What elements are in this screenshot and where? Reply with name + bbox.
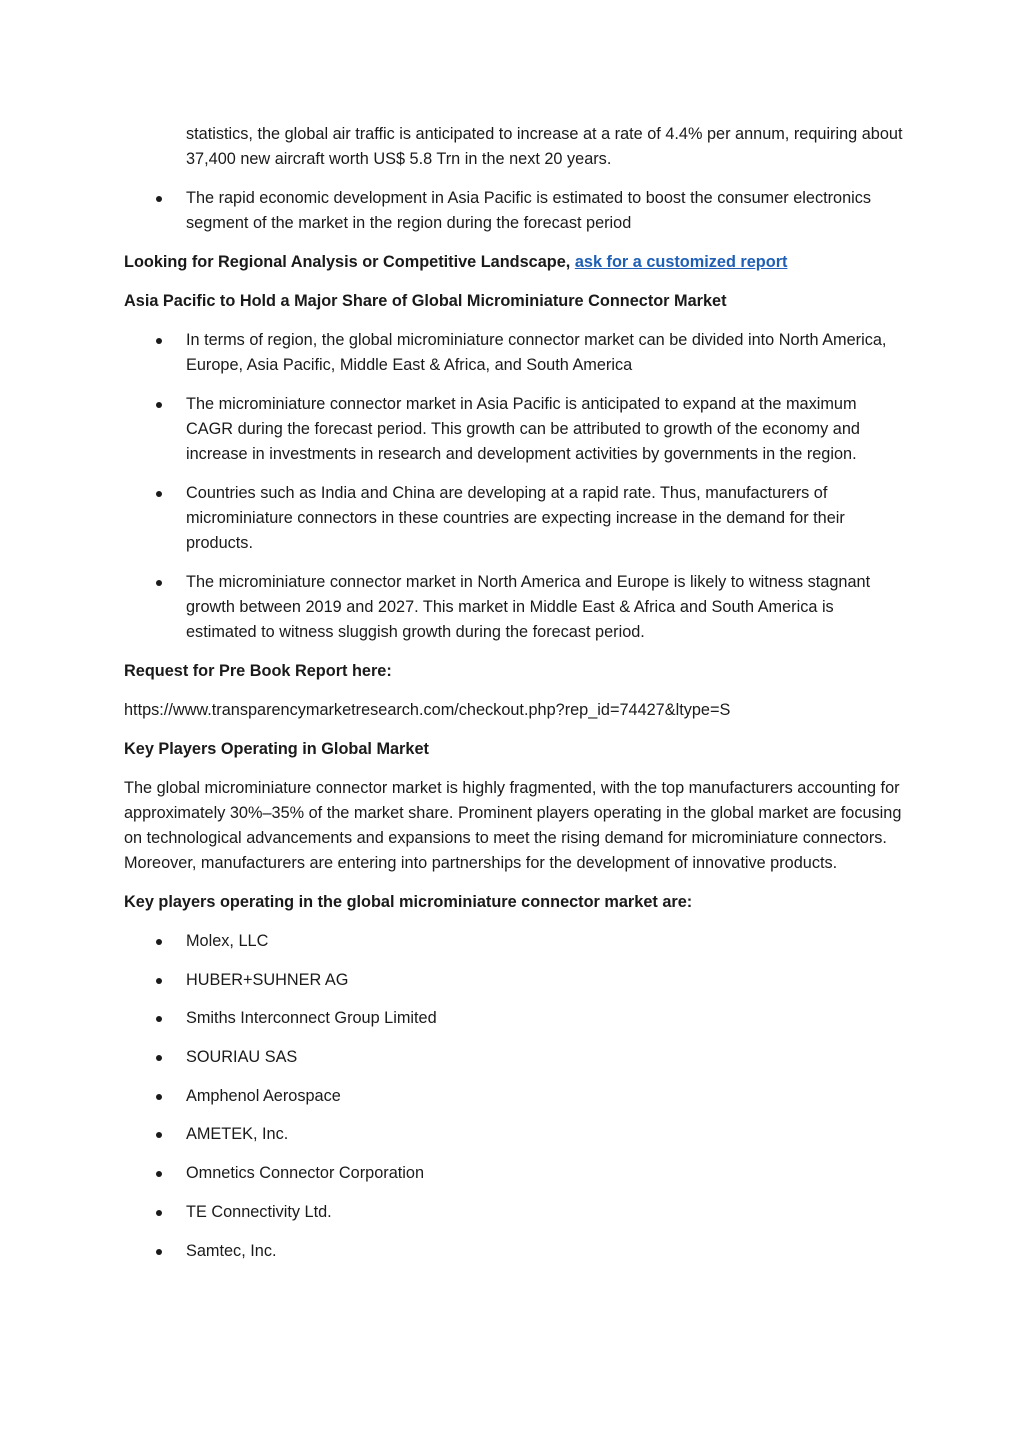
bullet-icon <box>156 338 162 344</box>
player-name: Molex, LLC <box>186 932 269 950</box>
bullet-icon <box>156 978 162 984</box>
asia-bullet-list <box>124 328 904 645</box>
bullet-icon <box>156 1055 162 1061</box>
bullet-icon <box>156 491 162 497</box>
list-item <box>124 481 904 556</box>
list-item <box>124 929 904 954</box>
player-name: Amphenol Aerospace <box>186 1086 341 1105</box>
bullet-icon <box>156 196 162 202</box>
list-item <box>124 328 904 378</box>
player-name: AMETEK, Inc. <box>186 1125 289 1144</box>
asia-pacific-heading: Asia Pacific to Hold a Major Share of Global Microminiature Connector Market <box>124 292 727 310</box>
list-item-text: The microminiature connector market in Asia Pacific is anticipated to expand at the maximum CAGR during the forecast period. This growth can be attributed to growth of the economy and increase in investments in research and development activities by governments in the region. <box>186 395 860 463</box>
prebook-url: https://www.transparencymarketresearch.com/checkout.php?rep_id=74427&ltype=S <box>124 701 731 719</box>
regional-cta <box>124 250 904 275</box>
key-players-heading: Key Players Operating in Global Market <box>124 740 429 758</box>
list-item <box>124 1161 904 1186</box>
key-players-paragraph: The global microminiature connector market is highly fragmented, with the top manufacturers accounting for approximately 30%–35% of the market share. Prominent players operating in the global market are focusing on technological advancements and expansions to meet the rising demand for microminiature connectors. Moreover, manufacturers are entering into partnerships for the development of innovative products. <box>124 779 902 872</box>
prebook-heading: Request for Pre Book Report here: <box>124 662 392 680</box>
list-item <box>124 1084 904 1109</box>
bullet-icon <box>156 939 162 945</box>
player-name: Samtec, Inc. <box>186 1241 277 1260</box>
bullet-icon <box>156 580 162 586</box>
player-name: SOURIAU SAS <box>186 1048 298 1067</box>
list-item <box>124 570 904 645</box>
list-item-text: In terms of region, the global microminiature connector market can be divided into North America, Europe, Asia Pacific, Middle East & Africa, and South America <box>186 331 887 374</box>
list-item <box>124 1006 904 1031</box>
player-name: Omnetics Connector Corporation <box>186 1164 424 1183</box>
list-item <box>124 186 904 236</box>
list-item <box>124 1239 904 1264</box>
list-item <box>124 392 904 467</box>
list-item <box>124 1122 904 1147</box>
bullet-icon <box>156 1094 162 1100</box>
list-item <box>124 968 904 993</box>
list-item-text: Countries such as India and China are developing at a rapid rate. Thus, manufacturers of microminiature connectors in these countries are expecting increase in the demand for their products. <box>186 484 845 552</box>
bullet-icon <box>156 1171 162 1177</box>
intro-continuation-text: statistics, the global air traffic is anticipated to increase at a rate of 4.4% per annum, requiring about 37,400 new aircraft worth US$ 5.8 Trn in the next 20 years. <box>186 125 903 168</box>
customized-report-link[interactable]: ask for a customized report <box>574 253 788 271</box>
bullet-icon <box>156 402 162 408</box>
list-item <box>124 1045 904 1070</box>
list-item <box>124 1200 904 1225</box>
intro-bullet-list <box>124 186 904 236</box>
player-name: HUBER+SUHNER AG <box>186 970 349 989</box>
players-list-heading: Key players operating in the global microminiature connector market are: <box>124 893 693 911</box>
bullet-icon <box>156 1132 162 1138</box>
bullet-icon <box>156 1249 162 1255</box>
bullet-icon <box>156 1210 162 1216</box>
player-name: Smiths Interconnect Group Limited <box>186 1009 437 1028</box>
document-page <box>124 122 904 1277</box>
players-list <box>124 929 904 1264</box>
player-name: TE Connectivity Ltd. <box>186 1202 332 1221</box>
list-item-text: The rapid economic development in Asia Pacific is estimated to boost the consumer electronics segment of the market in the region during the forecast period <box>186 189 872 232</box>
bullet-icon <box>156 1016 162 1022</box>
regional-cta-text: Looking for Regional Analysis or Competitive Landscape, <box>124 253 575 271</box>
list-item-text: The microminiature connector market in North America and Europe is likely to witness stagnant growth between 2019 and 2027. This market in Middle East & Africa and South America is estimated to witness sluggish growth during the forecast period. <box>186 573 871 641</box>
